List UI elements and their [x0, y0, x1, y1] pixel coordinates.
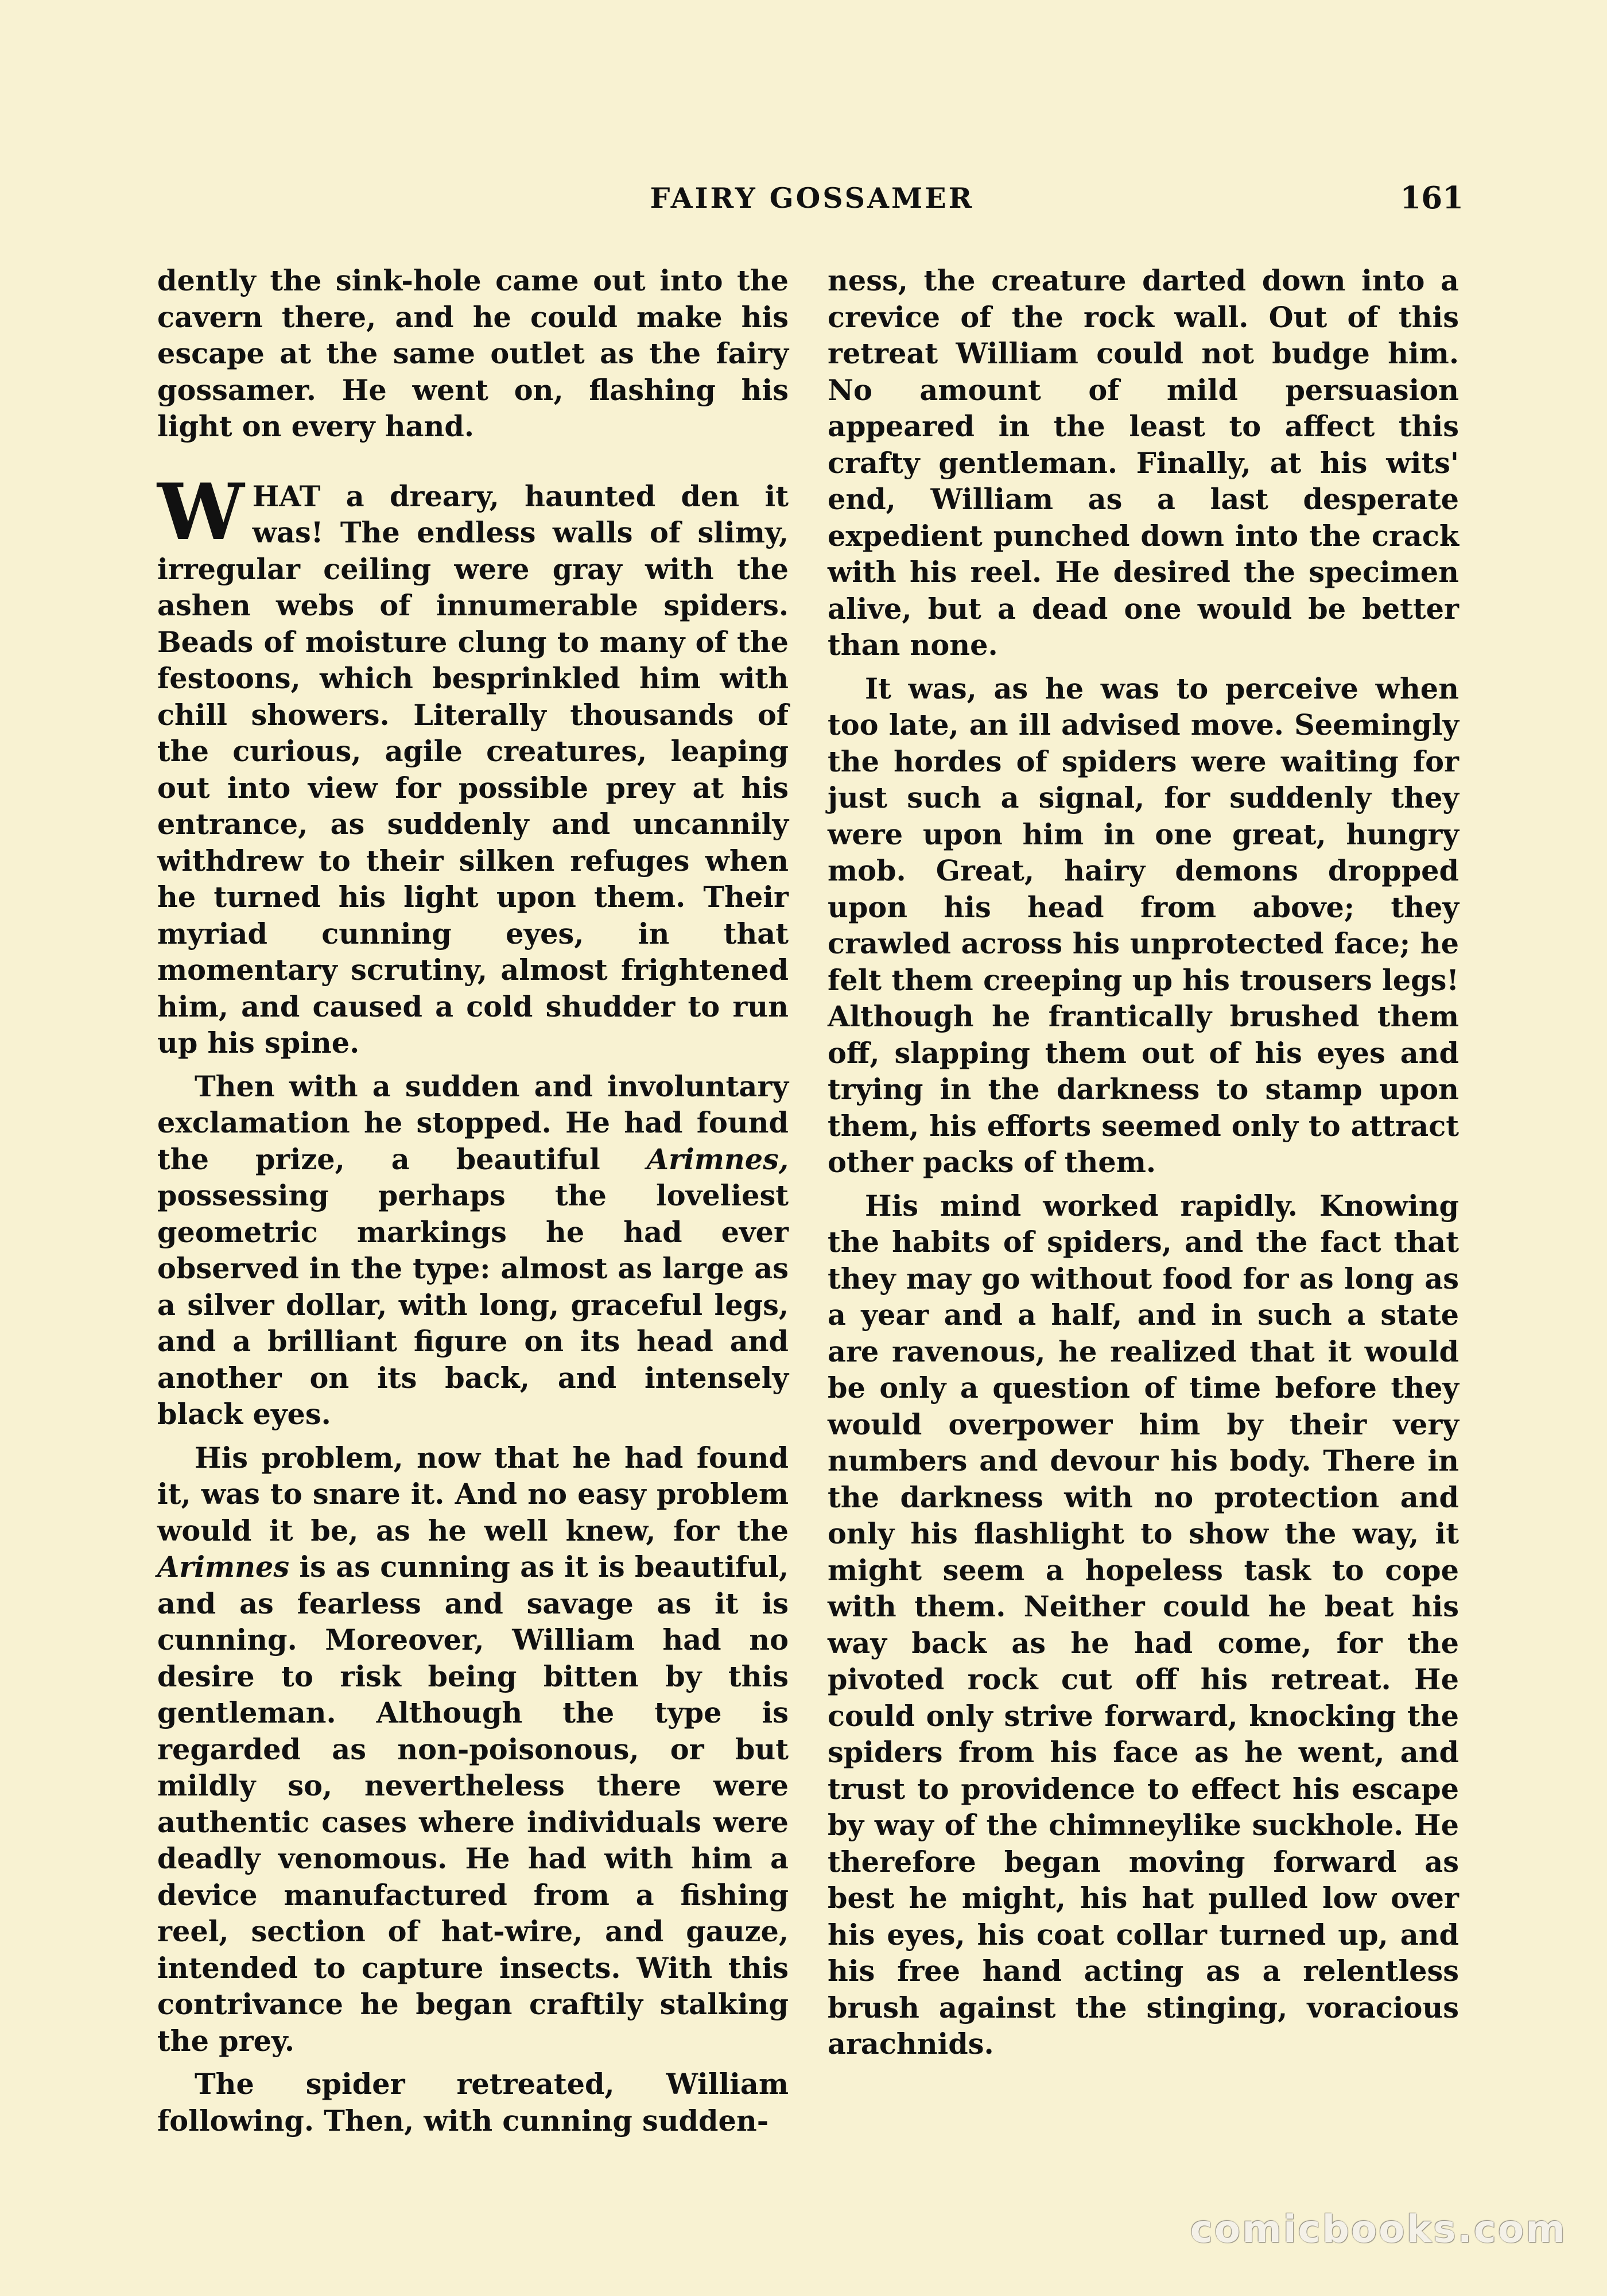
paragraph-text: His problem, now that he had found it, was to snare it. And no easy problem would it be, as he well knew, for the — [157, 1441, 789, 1548]
species-name: Arimnes — [157, 1550, 290, 1584]
running-title: FAIRY GOSSAMER — [650, 181, 975, 215]
paragraph — [157, 1069, 789, 1433]
left-column — [157, 263, 789, 2139]
page-header — [161, 178, 1464, 218]
paragraph-text: possessing perhaps the loveliest geometric markings he had ever observed in the type: almost as large as a silver dollar, with long, graceful legs, and a brilliant figure on its head and another on its back, and intensely black eyes. — [157, 1179, 789, 1431]
paragraph-text: is as cunning as it is beautiful, and as fearless and savage as it is cunning. Moreover, William had no desire to risk being bitten by this gentleman. Although the type is regarded as non-poisonous, or but mildly so, nevertheless there were authentic cases where individuals were deadly venomous. He had with him a device manufactured from a fishing reel, section of hat-wire, and gauze, intended to capture insects. With this contrivance he began craftily stalking the prey. — [157, 1550, 789, 2058]
species-name: Arimnes, — [646, 1142, 789, 1176]
paragraph: It was, as he was to perceive when too late, an ill advised move. Seemingly the hordes of spiders were waiting for just such a signal, for suddenly they were upon him in one great, hungry mob. Great, hairy demons dropped upon his head from above; they crawled across his unprotected face; he felt them creeping up his trousers legs! Although he frantically brushed them off, slapping them out of his eyes and trying in the darkness to stamp upon them, his efforts seemed only to attract other packs of them. — [828, 672, 1459, 1179]
paragraph-text: HAT a dreary, haunted den it was! The endless walls of slimy, irregular ceiling were gray with the ashen webs of innumerable spiders. Beads of moisture clung to many of the festoons, which besprinkled him with chill showers. Literally thousands of the curious, agile creatures, leaping out into view for possible prey at his entrance, as suddenly and uncannily withdrew to their silken refuges when he turned his light upon them. Their myriad cunning eyes, in that momentary scrutiny, almost frightened him, and caused a cold shudder to run up his spine. — [157, 479, 789, 1060]
drop-cap: W — [157, 466, 244, 557]
paragraph: dently the sink-hole came out into the cavern there, and he could make his escape at the same outlet as the fairy gossamer. He went on, flashing his light on every hand. — [157, 264, 789, 443]
paragraph — [157, 1440, 789, 2060]
paragraph-text: Then with a sudden and involuntary exclamation he stopped. He had found the prize, a beautiful — [157, 1069, 789, 1176]
page-number: 161 — [1400, 180, 1464, 216]
paragraph: ness, the creature darted down into a crevice of the rock wall. Out of this retreat William could not budge him. No amount of mild persuasion appeared in the least to affect this crafty gentleman. Finally, at his wits' end, William as a last desperate expedient punched down into the crack with his reel. He desired the specimen alive, but a dead one would be better than none. — [828, 264, 1459, 662]
paragraph: The spider retreated, William following. Then, with cunning sudden- — [157, 2068, 789, 2138]
watermark-logo: comicbooks.com — [1190, 2207, 1567, 2251]
right-column — [828, 263, 1459, 2063]
paragraph: His mind worked rapidly. Knowing the habits of spiders, and the fact that they may go without food for as long as a year and a half, and in such a state are ravenous, he realized that it would be only a question of time before they would overpower him by their very numbers and devour his body. There in the darkness with no protection and only his flashlight to show the way, it might seem a hopeless task to cope with them. Neither could he beat his way back as he had come, for the pivoted rock cut off his retreat. He could only strive forward, knocking the spiders from his face as he went, and trust to providence to effect his escape by way of the chimneylike suckhole. He therefore began moving forward as best he might, his hat pulled low over his eyes, his coat collar turned up, and his free hand acting as a relentless brush against the stinging, voracious arachnids. — [828, 1189, 1459, 2061]
paragraph-dropcap — [157, 466, 789, 1062]
